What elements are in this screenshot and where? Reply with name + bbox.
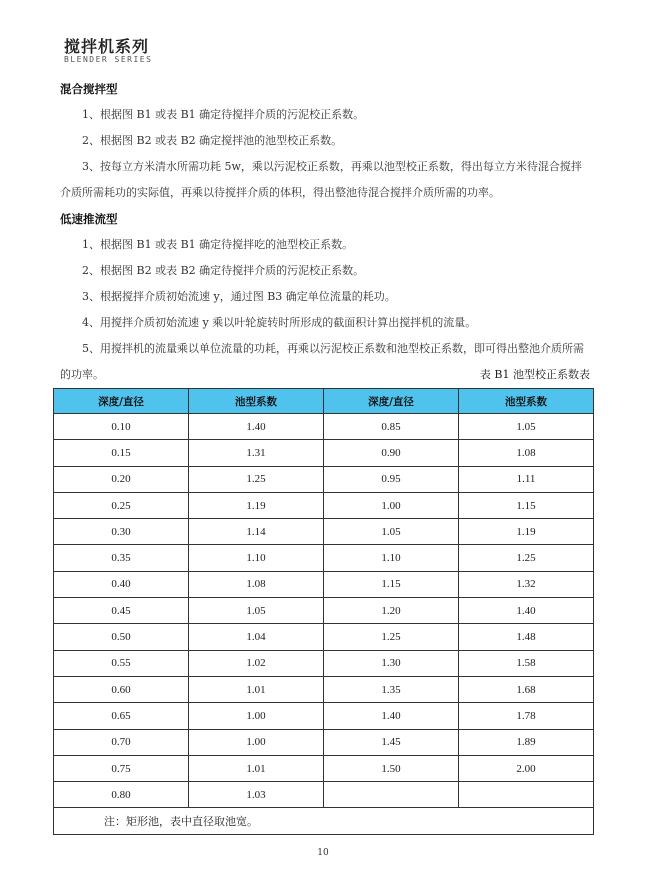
table-cell: 1.25 [324,624,459,650]
section-mixing-body [60,102,590,206]
flow-item-4: 4、用搅拌介质初始流速 y 乘以叶轮旋转时所形成的截面积计算出搅拌机的流量。 [82,316,477,329]
table-cell: 1.30 [324,650,459,676]
table-row [54,598,594,624]
pool-coefficient-table [53,388,594,835]
table-cell: 0.30 [54,519,189,545]
section-heading-mixing: 混合搅拌型 [60,82,118,96]
page-header-subtitle: BLENDER SERIES [64,55,153,64]
table-cell: 0.35 [54,545,189,571]
table-cell: 1.89 [459,729,594,755]
table-cell: 1.19 [189,492,324,518]
table-cell: 1.78 [459,703,594,729]
table-cell: 0.15 [54,440,189,466]
table-cell: 1.45 [324,729,459,755]
section-flow-body [60,232,590,388]
table-body [54,414,594,835]
table-cell: 1.50 [324,755,459,781]
section-heading-flow: 低速推流型 [60,212,118,226]
table-row [54,414,594,440]
table-cell: 1.25 [459,545,594,571]
table-cell: 1.00 [189,729,324,755]
table-cell: 1.08 [459,440,594,466]
table-cell [459,782,594,808]
flow-item-3: 3、根据搅拌介质初始流速 y，通过图 B3 确定单位流量的耗功。 [82,290,396,303]
table-cell: 0.50 [54,624,189,650]
table-cell: 1.32 [459,571,594,597]
table-row [54,624,594,650]
table-cell: 0.85 [324,414,459,440]
table-cell: 1.05 [459,414,594,440]
table-cell: 1.08 [189,571,324,597]
table-row [54,545,594,571]
table-cell: 1.05 [324,519,459,545]
table-cell: 1.20 [324,598,459,624]
table-cell: 1.15 [324,571,459,597]
table-note: 注：矩形池，表中直径取池宽。 [54,808,594,835]
table-cell: 1.11 [459,466,594,492]
page-header-title: 搅拌机系列 [64,37,150,56]
table-header-cell: 深度/直径 [324,389,459,414]
table-cell: 1.01 [189,676,324,702]
table-cell [324,782,459,808]
table-cell: 1.40 [189,414,324,440]
table-cell: 1.35 [324,676,459,702]
table-cell: 1.10 [324,545,459,571]
table-row [54,755,594,781]
table-cell: 0.75 [54,755,189,781]
table-cell: 0.95 [324,466,459,492]
table-cell: 1.68 [459,676,594,702]
table-cell: 0.10 [54,414,189,440]
table-row [54,729,594,755]
table-cell: 0.55 [54,650,189,676]
table-row [54,676,594,702]
table-cell: 1.31 [189,440,324,466]
table-cell: 0.65 [54,703,189,729]
table-cell: 1.02 [189,650,324,676]
table-cell: 1.48 [459,624,594,650]
table-cell: 1.05 [189,598,324,624]
table-cell: 0.70 [54,729,189,755]
table-cell: 2.00 [459,755,594,781]
table-cell: 0.20 [54,466,189,492]
table-cell: 1.10 [189,545,324,571]
table-cell: 1.04 [189,624,324,650]
flow-item-1: 1、根据图 B1 或表 B1 确定待搅拌吃的池型校正系数。 [82,238,354,251]
table-cell: 0.80 [54,782,189,808]
table-note-row [54,808,594,835]
table-row [54,466,594,492]
table-cell: 1.03 [189,782,324,808]
page-number: 10 [317,848,329,858]
table-cell: 1.40 [324,703,459,729]
table-row [54,492,594,518]
table-cell: 1.00 [189,703,324,729]
mixing-item-1: 1、根据图 B1 或表 B1 确定待搅拌介质的污泥校正系数。 [82,108,365,121]
table-header-cell: 池型系数 [459,389,594,414]
table-cell: 1.40 [459,598,594,624]
table-row [54,519,594,545]
table-cell: 0.60 [54,676,189,702]
table-cell: 1.14 [189,519,324,545]
mixing-item-2: 2、根据图 B2 或表 B2 确定搅拌池的池型校正系数。 [82,134,343,147]
table-cell: 1.01 [189,755,324,781]
table-header-row [54,389,594,414]
table-cell: 0.25 [54,492,189,518]
table-cell: 0.45 [54,598,189,624]
flow-item-2: 2、根据图 B2 或表 B2 确定待搅拌介质的污泥校正系数。 [82,264,365,277]
table-caption-line [60,366,590,386]
table-row [54,440,594,466]
table-cell: 0.40 [54,571,189,597]
table-row [54,703,594,729]
table-cell: 1.15 [459,492,594,518]
flow-item-5-text: 5、用搅拌机的流量乘以单位流量的功耗，再乘以污泥校正系数和池型校正系数，即可得出整池介质所需的功率。 [60,342,584,381]
table-header-cell: 深度/直径 [54,389,189,414]
table-row [54,571,594,597]
table-cell: 0.90 [324,440,459,466]
table-row [54,650,594,676]
table-header-cell: 池型系数 [189,389,324,414]
table-cell: 1.58 [459,650,594,676]
table-cell: 1.19 [459,519,594,545]
table-row [54,782,594,808]
mixing-item-3: 3、按每立方米清水所需功耗 5w，乘以污泥校正系数，再乘以池型校正系数，得出每立方米待混合搅拌介质所需耗功的实际值，再乘以待搅拌介质的体积，得出整池待混合搅拌介质所需的功率。 [60,160,582,199]
table-cell: 1.00 [324,492,459,518]
table-cell: 1.25 [189,466,324,492]
table-caption: 表 B1 池型校正系数表 [479,368,590,381]
